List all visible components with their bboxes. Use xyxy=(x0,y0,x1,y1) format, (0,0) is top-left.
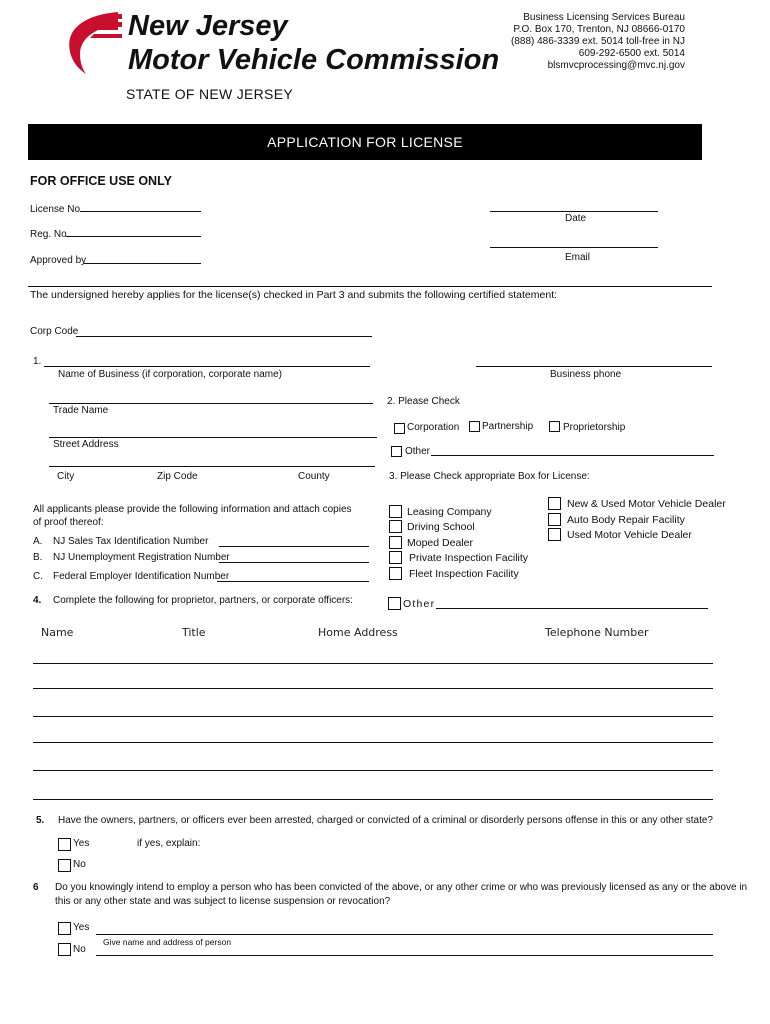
officer-row-line[interactable] xyxy=(33,663,713,664)
part5-yes-label: Yes xyxy=(73,838,90,849)
id-a-letter: A. xyxy=(33,536,43,547)
part6-yes-label: Yes xyxy=(73,922,90,933)
part5-yes-checkbox[interactable] xyxy=(58,838,71,851)
office-use-heading: FOR OFFICE USE ONLY xyxy=(30,174,172,188)
col-title-header: Title xyxy=(182,626,206,639)
license-no-field[interactable] xyxy=(80,211,201,212)
street-address-field[interactable] xyxy=(49,437,377,438)
corporation-checkbox[interactable] xyxy=(394,423,405,434)
contact-block xyxy=(511,12,685,72)
part6-question-line1: Do you knowingly intend to employ a person who has been convicted of the above, or any other crime or who was previously licensed as any or the above in xyxy=(55,882,748,893)
date-field[interactable] xyxy=(490,211,658,212)
col-home-address-header: Home Address xyxy=(318,626,398,639)
moped-dealer-checkbox[interactable] xyxy=(389,536,402,549)
moped-dealer-label: Moped Dealer xyxy=(407,537,473,549)
ids-intro-line1: All applicants please provide the following information and attach copies xyxy=(33,504,352,515)
city-zip-county-field[interactable] xyxy=(49,466,375,467)
license-no-label: License No. xyxy=(30,204,83,215)
driving-school-checkbox[interactable] xyxy=(389,520,402,533)
part6-yes-checkbox[interactable] xyxy=(58,922,71,935)
county-label: County xyxy=(298,471,330,482)
trade-name-field[interactable] xyxy=(49,403,373,404)
contact-email: blsmvcprocessing@mvc.nj.gov xyxy=(547,60,685,71)
used-dealer-label: Used Motor Vehicle Dealer xyxy=(567,529,692,541)
part6-no-checkbox[interactable] xyxy=(58,943,71,956)
driving-school-label: Driving School xyxy=(407,521,475,533)
contact-address: P.O. Box 170, Trenton, NJ 08666-0170 xyxy=(513,24,685,35)
fleet-inspection-checkbox[interactable] xyxy=(389,567,402,580)
col-name-header: Name xyxy=(41,626,74,639)
officer-row-line[interactable] xyxy=(33,799,713,800)
other-entity-label: Other xyxy=(405,446,431,457)
new-used-dealer-label: New & Used Motor Vehicle Dealer xyxy=(567,498,726,510)
corp-code-label: Corp Code xyxy=(30,326,79,337)
email-label: Email xyxy=(565,252,591,263)
business-phone-field[interactable] xyxy=(476,366,712,367)
other-license-label: Other xyxy=(403,598,436,610)
part5-explain-label: if yes, explain: xyxy=(137,838,201,849)
id-b-letter: B. xyxy=(33,552,43,563)
private-inspection-checkbox[interactable] xyxy=(389,551,402,564)
business-name-label: Name of Business (if corporation, corporate name) xyxy=(58,369,282,380)
part3-heading: 3. Please Check appropriate Box for License: xyxy=(389,471,590,482)
contact-tollfree: (888) 486-3339 ext. 5014 toll-free in NJ xyxy=(511,36,685,47)
proprietorship-checkbox[interactable] xyxy=(549,421,560,432)
give-name-address-label: Give name and address of person xyxy=(103,937,232,947)
part2-heading: 2. Please Check xyxy=(387,396,460,407)
part4-instructions: Complete the following for proprietor, partners, or corporate officers: xyxy=(53,595,353,606)
sales-tax-id-label: NJ Sales Tax Identification Number xyxy=(53,536,209,547)
zip-code-label: Zip Code xyxy=(157,471,198,482)
part5-question: Have the owners, partners, or officers ever been arrested, charged or convicted of a criminal or disorderly persons offense in this or any other state? xyxy=(58,815,713,826)
trade-name-label: Trade Name xyxy=(53,405,109,416)
new-used-dealer-checkbox[interactable] xyxy=(548,497,561,510)
id-c-letter: C. xyxy=(33,571,43,582)
street-address-label: Street Address xyxy=(53,439,119,450)
part4-number: 4. xyxy=(33,595,42,606)
ids-intro-line2: of proof thereof: xyxy=(33,517,104,528)
business-phone-label: Business phone xyxy=(550,369,622,380)
part5-no-checkbox[interactable] xyxy=(58,859,71,872)
approved-by-field[interactable] xyxy=(84,263,201,264)
corporation-label: Corporation xyxy=(407,422,460,433)
reg-no-label: Reg. No. xyxy=(30,229,70,240)
part5-number: 5. xyxy=(36,815,45,826)
partnership-checkbox[interactable] xyxy=(469,421,480,432)
federal-ein-field[interactable] xyxy=(217,581,369,582)
other-entity-field[interactable] xyxy=(431,455,714,456)
fleet-inspection-label: Fleet Inspection Facility xyxy=(409,568,519,580)
used-dealer-checkbox[interactable] xyxy=(548,528,561,541)
part6-question-line2: this or any other state and was subject to license suspension or revocation? xyxy=(55,896,391,907)
part5-no-label: No xyxy=(73,859,86,870)
reg-no-field[interactable] xyxy=(66,236,201,237)
agency-title-line1: New Jersey xyxy=(128,10,288,42)
intro-statement: The undersigned hereby applies for the license(s) checked in Part 3 and submits the following certified statement: xyxy=(30,289,558,301)
proprietorship-label: Proprietorship xyxy=(563,422,626,433)
partnership-label: Partnership xyxy=(482,421,534,432)
sales-tax-id-field[interactable] xyxy=(219,546,369,547)
other-entity-checkbox[interactable] xyxy=(391,446,402,457)
other-license-field[interactable] xyxy=(436,608,708,609)
officer-row-line[interactable] xyxy=(33,688,713,689)
part1-number: 1. xyxy=(33,356,42,367)
corp-code-field[interactable] xyxy=(76,336,372,337)
auto-body-checkbox[interactable] xyxy=(548,513,561,526)
part6-no-label: No xyxy=(73,944,86,955)
section-divider xyxy=(28,286,712,287)
approved-by-label: Approved by xyxy=(30,255,87,266)
leasing-company-label: Leasing Company xyxy=(407,506,492,518)
part6-number: 6 xyxy=(33,882,39,893)
private-inspection-label: Private Inspection Facility xyxy=(409,552,529,564)
date-label: Date xyxy=(565,213,587,224)
unemployment-reg-field[interactable] xyxy=(219,562,369,563)
mvc-logo-icon xyxy=(60,8,122,74)
unemployment-reg-label: NJ Unemployment Registration Number xyxy=(53,552,230,563)
other-license-checkbox[interactable] xyxy=(388,597,401,610)
auto-body-label: Auto Body Repair Facility xyxy=(567,514,685,526)
officer-row-line[interactable] xyxy=(33,716,713,717)
state-label: STATE OF NEW JERSEY xyxy=(126,86,293,102)
officer-row-line[interactable] xyxy=(33,770,713,771)
officer-row-line[interactable] xyxy=(33,742,713,743)
form-title-banner: APPLICATION FOR LICENSE xyxy=(28,124,702,160)
contact-bureau: Business Licensing Services Bureau xyxy=(523,12,685,23)
col-telephone-header: Telephone Number xyxy=(545,626,649,639)
business-name-field[interactable] xyxy=(44,366,370,367)
part6-explain-field[interactable] xyxy=(96,934,713,935)
person-name-address-field[interactable] xyxy=(96,955,713,956)
contact-phone: 609-292-6500 ext. 5014 xyxy=(578,48,685,59)
federal-ein-label: Federal Employer Identification Number xyxy=(53,571,230,582)
city-label: City xyxy=(57,471,75,482)
leasing-company-checkbox[interactable] xyxy=(389,505,402,518)
email-field[interactable] xyxy=(490,247,658,248)
agency-title-line2: Motor Vehicle Commission xyxy=(128,44,500,76)
